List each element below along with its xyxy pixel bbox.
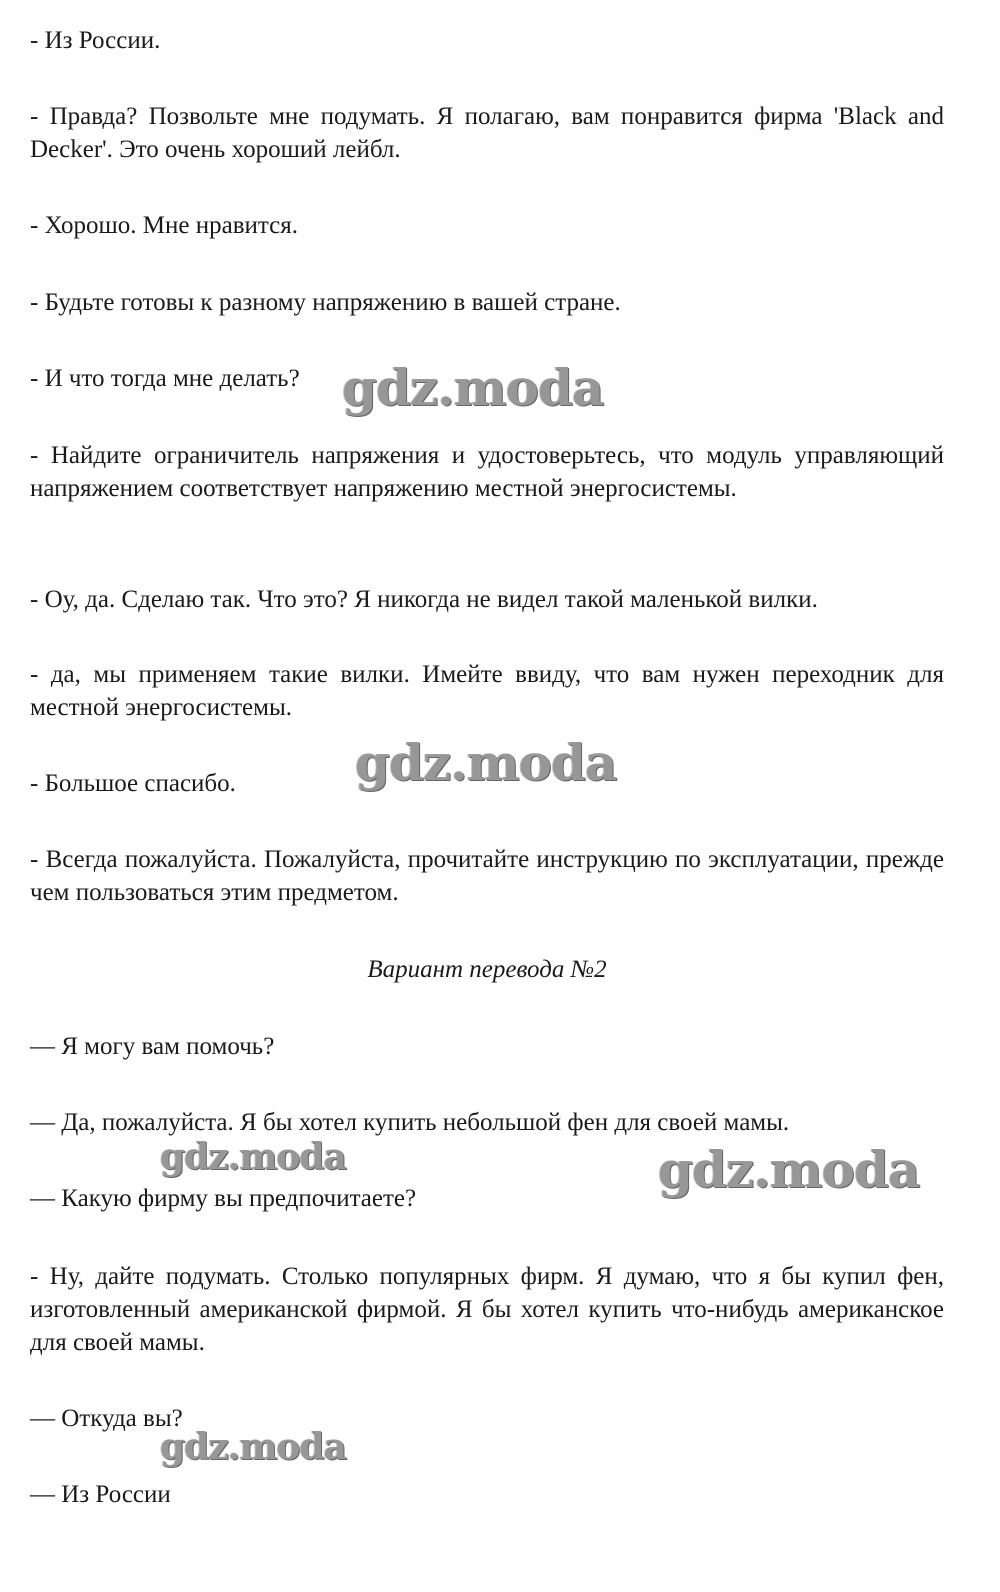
paragraph: - Найдите ограничитель напряжения и удостоверьтесь, что модуль управляющий напряжением соответствует напряжению местной энергосистемы. [30, 442, 944, 502]
watermark: gdz.moda [160, 1136, 346, 1178]
paragraph: - И что тогда мне делать? [30, 365, 300, 392]
section-heading: Вариант перевода №2 [367, 956, 607, 983]
watermark: gdz.moda [342, 358, 604, 417]
paragraph: — Да, пожалуйста. Я бы хотел купить небольшой фен для своей мамы. [30, 1109, 790, 1136]
paragraph: - Из России. [30, 27, 161, 54]
paragraph: - Хорошо. Мне нравится. [30, 212, 298, 239]
paragraph: — Я могу вам помочь? [30, 1033, 275, 1060]
paragraph: - Будьте готовы к разному напряжению в вашей стране. [30, 289, 621, 316]
paragraph: — Какую фирму вы предпочитаете? [30, 1185, 417, 1212]
paragraph: - Ну, дайте подумать. Столько популярных фирм. Я думаю, что я бы купил фен, изготовленный американской фирмой. Я бы хотел купить что-нибудь американское для своей мамы. [30, 1263, 944, 1356]
paragraph: - Большое спасибо. [30, 770, 236, 797]
watermark: gdz.moda [658, 1140, 920, 1199]
paragraph: - Оу, да. Сделаю так. Что это? Я никогда не видел такой маленькой вилки. [30, 586, 818, 613]
watermark: gdz.moda [160, 1426, 346, 1468]
paragraph: — Откуда вы? [30, 1405, 183, 1432]
paragraph: - Правда? Позвольте мне подумать. Я полагаю, вам понравится фирма 'Black and Decker'. Это очень хороший лейбл. [30, 103, 944, 163]
paragraph: - да, мы применяем такие вилки. Имейте ввиду, что вам нужен переходник для местной энергосистемы. [30, 661, 944, 721]
watermark: gdz.moda [355, 733, 617, 792]
paragraph: - Всегда пожалуйста. Пожалуйста, прочитайте инструкцию по эксплуатации, прежде чем пользоваться этим предметом. [30, 846, 944, 906]
paragraph: — Из России [30, 1481, 171, 1508]
